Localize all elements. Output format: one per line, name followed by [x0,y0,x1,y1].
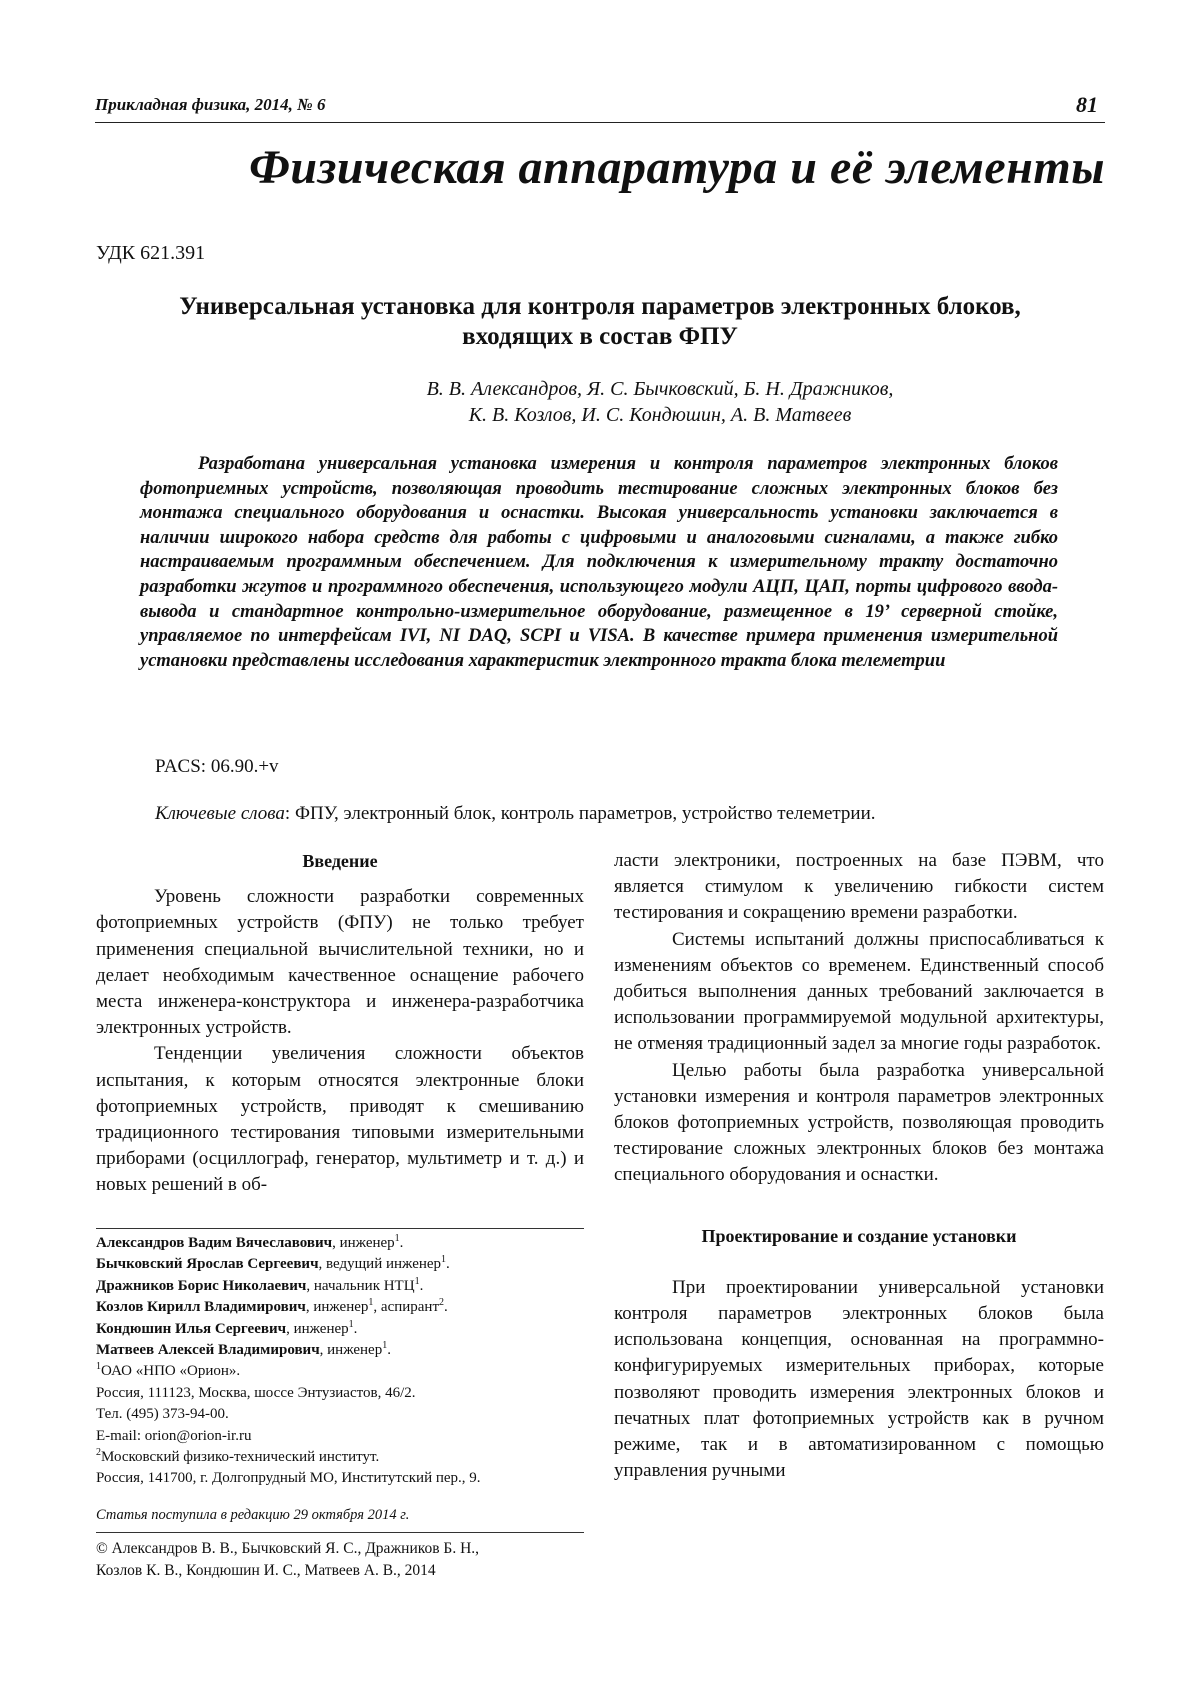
intro-paragraph-1: Уровень сложности разработки современных фотоприемных устройств (ФПУ) не только требует применения специальной вычислительной техники, но и делает необходимым качественное оснащение рабочего места инженера-конструктора и инженера-разработчика электронных устройств. [96,886,584,1039]
footnote-rule [96,1228,584,1229]
copyright [96,1538,584,1582]
footnote-phone: Тел. (495) 373-94-00. [96,1406,229,1423]
copyright-line2: Козлов К. В., Кондюшин И. С., Матвеев А. В., 2014 [96,1562,436,1579]
footnote-author-2: Бычковский Ярослав Сергеевич, ведущий инженер$^1$. [96,1254,450,1273]
paper-title-line1: Универсальная установка для контроля параметров электронных блоков, [179,293,1021,320]
intro-paragraph-2: Тенденции увеличения сложности объектов испытания, к которым относятся электронные блоки фотоприемных устройств, приводят к смешиванию традиционного тестирования типовыми измерительными приборами (осциллограф, генератор, мультиметр и т. д.) и новых решений в об- [96,1043,584,1196]
footnote-author-6: Матвеев Алексей Владимирович, инженер$^1$. [96,1340,391,1359]
pacs-code: PACS: 06.90.+v [155,756,279,777]
section-title: Физическая аппаратура и её элементы [249,141,1105,194]
authors [95,376,1105,428]
abstract-text: Разработана универсальная установка измерения и контроля параметров электронных блоков фотоприемных устройств, позволяющая проводить тестирование сложных электронных блоков без монтажа специального оборудования и оснастки. Высокая универсальность установки заключается в наличии широкого набора средств для работы с цифровыми и аналоговыми сигналами, а также гибко настраиваемым программным обеспечением. Для подключения к измерительному тракту достаточно разработки жгутов и программного обеспечения, использующего модули АЦП, ЦАП, порты цифрового ввода-вывода и стандартное контрольно-измерительное оборудование, размещенное в 19’ серверной стойке, управляемое по интерфейсам IVI, NI DAQ, SCPI и VISA. В качестве примера применения измерительной установки представлены исследования характеристик электронного тракта блока телеметрии [140,454,1058,671]
paper-title [95,292,1105,352]
right-paragraph-1: Системы испытаний должны приспосабливаться к изменениям объектов со временем. Единственный способ добиться выполнения данных требований заключается в использовании программируемой модульной архитектуры, не отменяя традиционный задел за многие годы разработок. [614,928,1104,1055]
keywords-label: Ключевые слова [155,803,285,824]
footnote-address-2: Россия, 141700, г. Долгопрудный МО, Институтский пер., 9. [96,1470,481,1487]
authors-line2: К. В. Козлов, И. С. Кондюшин, А. В. Матвеев [468,404,852,426]
footnote-author-5: Кондюшин Илья Сергеевич, инженер$^1$. [96,1318,358,1337]
abstract [140,452,1058,673]
copyright-rule [96,1532,584,1533]
authors-line1: В. В. Александров, Я. С. Бычковский, Б. Н. Дражников, [426,378,894,400]
intro-heading: Введение [302,851,378,871]
author-footnotes [96,1233,584,1490]
received-date: Статья поступила в редакцию 29 октября 2014 г. [96,1507,410,1523]
footnote-org-1: $^1$ОАО «НПО «Орион». [96,1361,241,1380]
keywords [155,803,876,825]
footnote-org-2: $^2$Московский физико-технический институт. [96,1447,380,1466]
footnote-address-1: Россия, 111123, Москва, шоссе Энтузиастов, 46/2. [96,1384,416,1401]
design-heading: Проектирование и создание установки [701,1225,1017,1246]
running-head: Прикладная физика, 2014, № 6 [95,95,326,114]
footnote-author-1: Александров Вадим Вячеславович, инженер$^1$. [96,1233,404,1251]
header-rule [95,122,1105,123]
design-paragraph-1: При проектировании универсальной установки контроля параметров электронных блоков была использована концепция, основанная на программно-конфигурируемых измерительных приборах, которые позволяют проводить измерения электронных блоков и печатных плат фотоприемных устройств как в ручном режиме, так и в автоматизированном с помощью управления ручными [614,1276,1104,1482]
footnote-author-3: Дражников Борис Николаевич, начальник НТЦ$^1$. [96,1275,424,1294]
footnote-email[interactable]: E-mail: orion@orion-ir.ru [96,1427,252,1444]
left-column [96,848,584,1199]
right-column [614,848,1104,1484]
right-paragraph-2: Целью работы была разработка универсальной установки измерения и контроля параметров электронных блоков фотоприемных устройств, позволяющая проводить тестирование сложных электронных блоков без монтажа специального оборудования и оснастки. [614,1059,1104,1186]
keywords-list: : ФПУ, электронный блок, контроль параметров, устройство телеметрии. [284,803,876,824]
udk-code: УДК 621.391 [96,242,206,264]
right-paragraph-0: ласти электроники, построенных на базе ПЭВМ, что является стимулом к увеличению гибкости систем тестирования и сокращению времени разработки. [614,850,1104,924]
paper-title-line2: входящих в состав ФПУ [462,323,738,350]
page-number: 81 [1076,92,1098,117]
copyright-line1: © Александров В. В., Бычковский Я. С., Дражников Б. Н., [96,1540,480,1557]
footnote-author-4: Козлов Кирилл Владимирович, инженер$^1$, аспирант$^2$. [96,1297,448,1316]
